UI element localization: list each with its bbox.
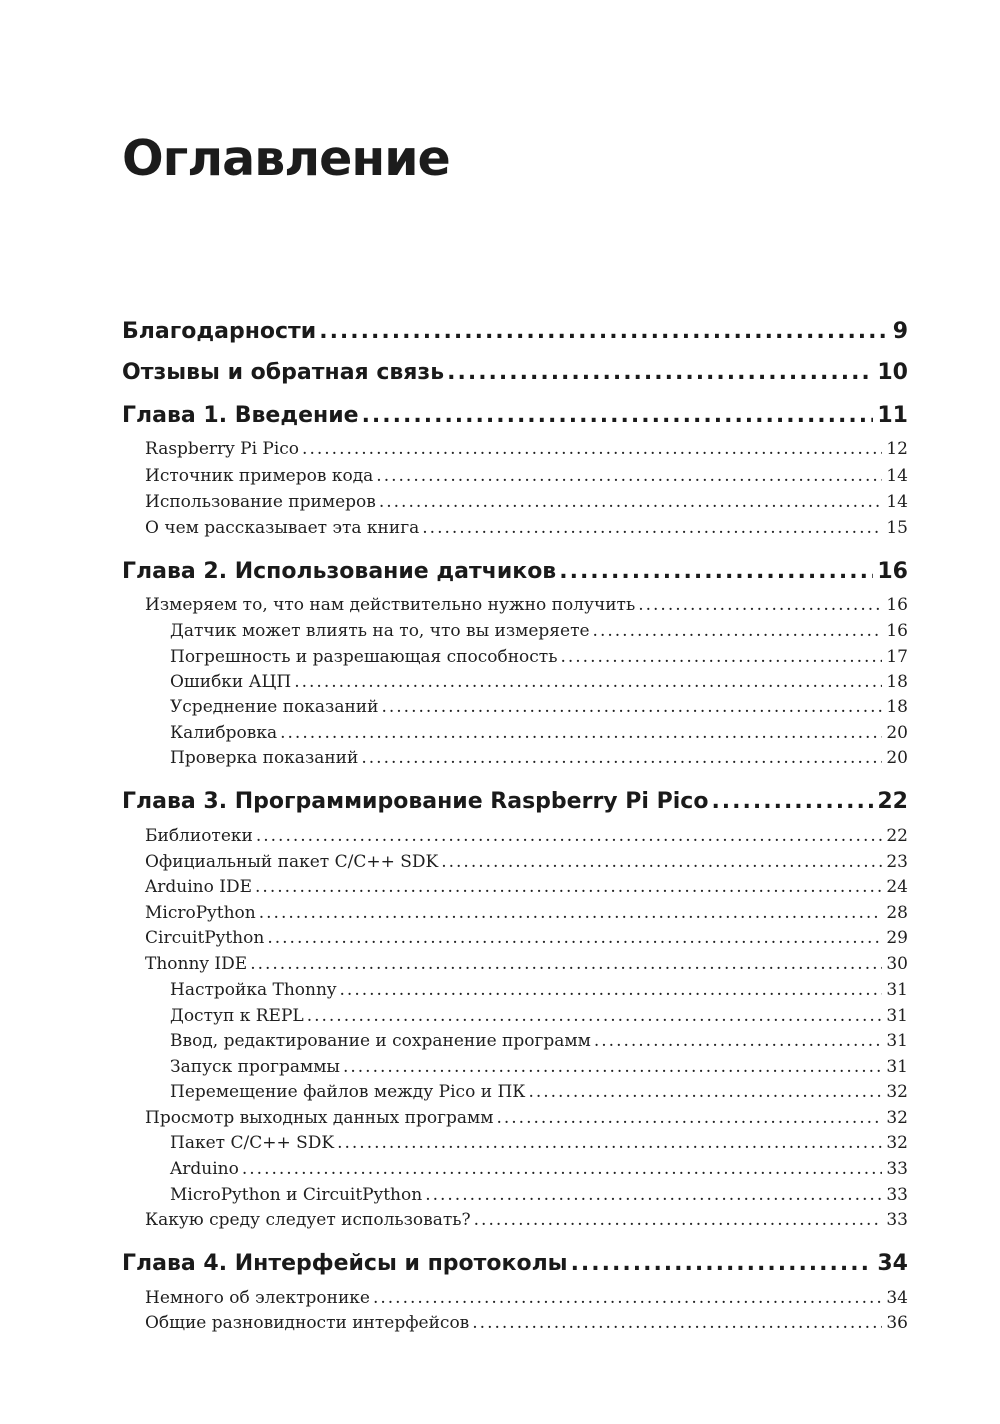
toc-entry-feedback[interactable] (122, 358, 908, 388)
toc-leader-dots (373, 1286, 882, 1310)
toc-entry-label: Доступ к REPL (170, 1006, 304, 1026)
toc-entry-label: Ввод, редактирование и сохранение программ (170, 1031, 591, 1051)
toc-page-number: 31 (886, 1057, 908, 1077)
toc-page-number: 31 (886, 1006, 908, 1026)
toc-entry-label: CircuitPython (145, 928, 265, 948)
toc-entry-section[interactable] (145, 952, 908, 976)
toc-page-number: 20 (886, 723, 908, 743)
toc-leader-dots (379, 490, 883, 514)
toc-page-number: 28 (886, 903, 908, 923)
toc-entry-subsection[interactable] (170, 746, 908, 770)
toc-leader-dots (593, 619, 883, 643)
toc-entry-section[interactable] (145, 875, 908, 899)
toc-page-number: 31 (886, 980, 908, 1000)
toc-page-number: 33 (886, 1210, 908, 1230)
toc-leader-dots (255, 875, 882, 899)
toc-entry-section[interactable] (145, 593, 908, 617)
toc-leader-dots (528, 1080, 882, 1104)
toc-page-number: 34 (886, 1288, 908, 1308)
toc-leader-dots (343, 1055, 882, 1079)
toc-entry-label: Глава 4. Интерфейсы и протоколы (122, 1251, 568, 1276)
toc-entry-label: MicroPython и CircuitPython (170, 1185, 423, 1205)
toc-entry-label: Запуск программы (170, 1057, 340, 1077)
toc-leader-dots (250, 952, 882, 976)
toc-leader-dots (280, 721, 882, 745)
toc-entry-label: Немного об электронике (145, 1288, 370, 1308)
toc-entry-label: Отзывы и обратная связь (122, 360, 445, 385)
toc-entry-label: Общие разновидности интерфейсов (145, 1313, 470, 1333)
toc-leader-dots (472, 1311, 882, 1335)
toc-leader-dots (422, 516, 882, 540)
toc-entry-label: Глава 3. Программирование Raspberry Pi Pico (122, 789, 709, 814)
toc-page-number: 34 (877, 1251, 908, 1276)
toc-page-number: 10 (877, 360, 908, 385)
toc-page-number: 23 (886, 852, 908, 872)
toc-leader-dots (638, 593, 882, 617)
toc-entry-section[interactable] (145, 926, 908, 950)
toc-leader-dots (361, 746, 882, 770)
toc-entry-label: Измеряем то, что нам действительно нужно получить (145, 595, 636, 615)
toc-leader-dots (474, 1208, 883, 1232)
toc-entry-label: MicroPython (145, 903, 256, 923)
toc-leader-dots (711, 787, 873, 817)
toc-entry-label: Raspberry Pi Pico (145, 439, 300, 459)
page-title: Оглавление (122, 130, 450, 187)
toc-leader-dots (560, 645, 882, 669)
toc-entry-section[interactable] (145, 850, 908, 874)
toc-entry-chapter-4[interactable] (122, 1249, 908, 1279)
toc-entry-subsection[interactable] (170, 670, 908, 694)
toc-entry-acknowledgements[interactable] (122, 317, 908, 347)
toc-page-number: 30 (886, 954, 908, 974)
toc-page-number: 9 (892, 319, 908, 344)
toc-leader-dots (594, 1029, 883, 1053)
toc-leader-dots (242, 1157, 883, 1181)
toc-entry-label: Настройка Thonny (170, 980, 337, 1000)
toc-entry-section[interactable] (145, 824, 908, 848)
toc-entry-section[interactable] (145, 1106, 908, 1130)
toc-entry-subsection[interactable] (170, 1183, 908, 1207)
toc-entry-section[interactable] (145, 1286, 908, 1310)
toc-page-number: 11 (877, 403, 908, 428)
toc-entry-label: Использование примеров (145, 492, 376, 512)
toc-entry-subsection[interactable] (170, 695, 908, 719)
toc-leader-dots (425, 1183, 882, 1207)
toc-page-number: 16 (877, 559, 908, 584)
toc-page-number: 18 (886, 672, 908, 692)
toc-entry-label: Погрешность и разрешающая способность (170, 647, 558, 667)
toc-entry-section[interactable] (145, 901, 908, 925)
toc-entry-subsection[interactable] (170, 721, 908, 745)
toc-entry-label: Проверка показаний (170, 748, 359, 768)
toc-page-number: 33 (886, 1185, 908, 1205)
toc-leader-dots (340, 978, 883, 1002)
toc-page-number: 15 (886, 518, 908, 538)
toc-entry-section[interactable] (145, 437, 908, 461)
toc-page-number: 32 (886, 1133, 908, 1153)
toc-leader-dots (571, 1249, 874, 1279)
toc-leader-dots (294, 670, 882, 694)
toc-entry-label: О чем рассказывает эта книга (145, 518, 420, 538)
toc-entry-label: Официальный пакет C/C++ SDK (145, 852, 439, 872)
toc-entry-label: Благодарности (122, 319, 317, 344)
toc-page-number: 33 (886, 1159, 908, 1179)
toc-entry-subsection[interactable] (170, 619, 908, 643)
toc-page-number: 29 (886, 928, 908, 948)
toc-entry-chapter-3[interactable] (122, 787, 908, 817)
toc-page-number: 32 (886, 1108, 908, 1128)
toc-page-number: 32 (886, 1082, 908, 1102)
toc-entry-section[interactable] (145, 1208, 908, 1232)
toc-entry-section[interactable] (145, 490, 908, 514)
toc-leader-dots (559, 557, 873, 587)
toc-page-number: 16 (886, 621, 908, 641)
toc-entry-subsection[interactable] (170, 978, 908, 1002)
toc-entry-subsection[interactable] (170, 1029, 908, 1053)
toc-leader-dots (302, 437, 882, 461)
toc-entry-subsection[interactable] (170, 645, 908, 669)
toc-entry-label: Thonny IDE (145, 954, 248, 974)
toc-entry-label: Источник примеров кода (145, 466, 374, 486)
toc-page-number: 22 (877, 789, 908, 814)
toc-page-number: 22 (886, 826, 908, 846)
toc-leader-dots (376, 464, 882, 488)
toc-entry-subsection[interactable] (170, 1157, 908, 1181)
toc-entry-label: Глава 1. Введение (122, 403, 359, 428)
toc-entry-label: Ошибки АЦП (170, 672, 292, 692)
toc-page-number: 17 (886, 647, 908, 667)
toc-entry-label: Arduino (170, 1159, 239, 1179)
toc-entry-label: Усреднение показаний (170, 697, 379, 717)
toc-entry-section[interactable] (145, 1311, 908, 1335)
toc-entry-subsection[interactable] (170, 1055, 908, 1079)
toc-page-number: 20 (886, 748, 908, 768)
toc-leader-dots (319, 317, 888, 347)
toc-leader-dots (362, 401, 874, 431)
toc-leader-dots (447, 358, 873, 388)
toc-page-number: 18 (886, 697, 908, 717)
toc-leader-dots (337, 1131, 882, 1155)
toc-entry-subsection[interactable] (170, 1004, 908, 1028)
toc-entry-label: Датчик может влиять на то, что вы измеряете (170, 621, 590, 641)
toc-leader-dots (441, 850, 882, 874)
toc-entry-label: Arduino IDE (145, 877, 253, 897)
toc-page-number: 36 (886, 1313, 908, 1333)
toc-entry-label: Калибровка (170, 723, 278, 743)
toc-page-number: 31 (886, 1031, 908, 1051)
toc-entry-label: Перемещение файлов между Pico и ПК (170, 1082, 526, 1102)
toc-leader-dots (267, 926, 882, 950)
toc-leader-dots (259, 901, 883, 925)
toc-entry-label: Глава 2. Использование датчиков (122, 559, 557, 584)
toc-entry-chapter-2[interactable] (122, 557, 908, 587)
toc-page-number: 12 (886, 439, 908, 459)
toc-page-number: 24 (886, 877, 908, 897)
toc-entry-subsection[interactable] (170, 1131, 908, 1155)
toc-entry-section[interactable] (145, 464, 908, 488)
toc-leader-dots (496, 1106, 882, 1130)
toc-entry-label: Пакет C/C++ SDK (170, 1133, 335, 1153)
toc-page-number: 14 (886, 466, 908, 486)
toc-entry-subsection[interactable] (170, 1080, 908, 1104)
toc-page-number: 14 (886, 492, 908, 512)
toc-entry-label: Какую среду следует использовать? (145, 1210, 471, 1230)
toc-page-number: 16 (886, 595, 908, 615)
toc-entry-chapter-1[interactable] (122, 401, 908, 431)
toc-leader-dots (307, 1004, 883, 1028)
toc-leader-dots (256, 824, 883, 848)
toc-entry-label: Библиотеки (145, 826, 253, 846)
toc-leader-dots (381, 695, 882, 719)
toc-entry-label: Просмотр выходных данных программ (145, 1108, 494, 1128)
toc-entry-section[interactable] (145, 516, 908, 540)
